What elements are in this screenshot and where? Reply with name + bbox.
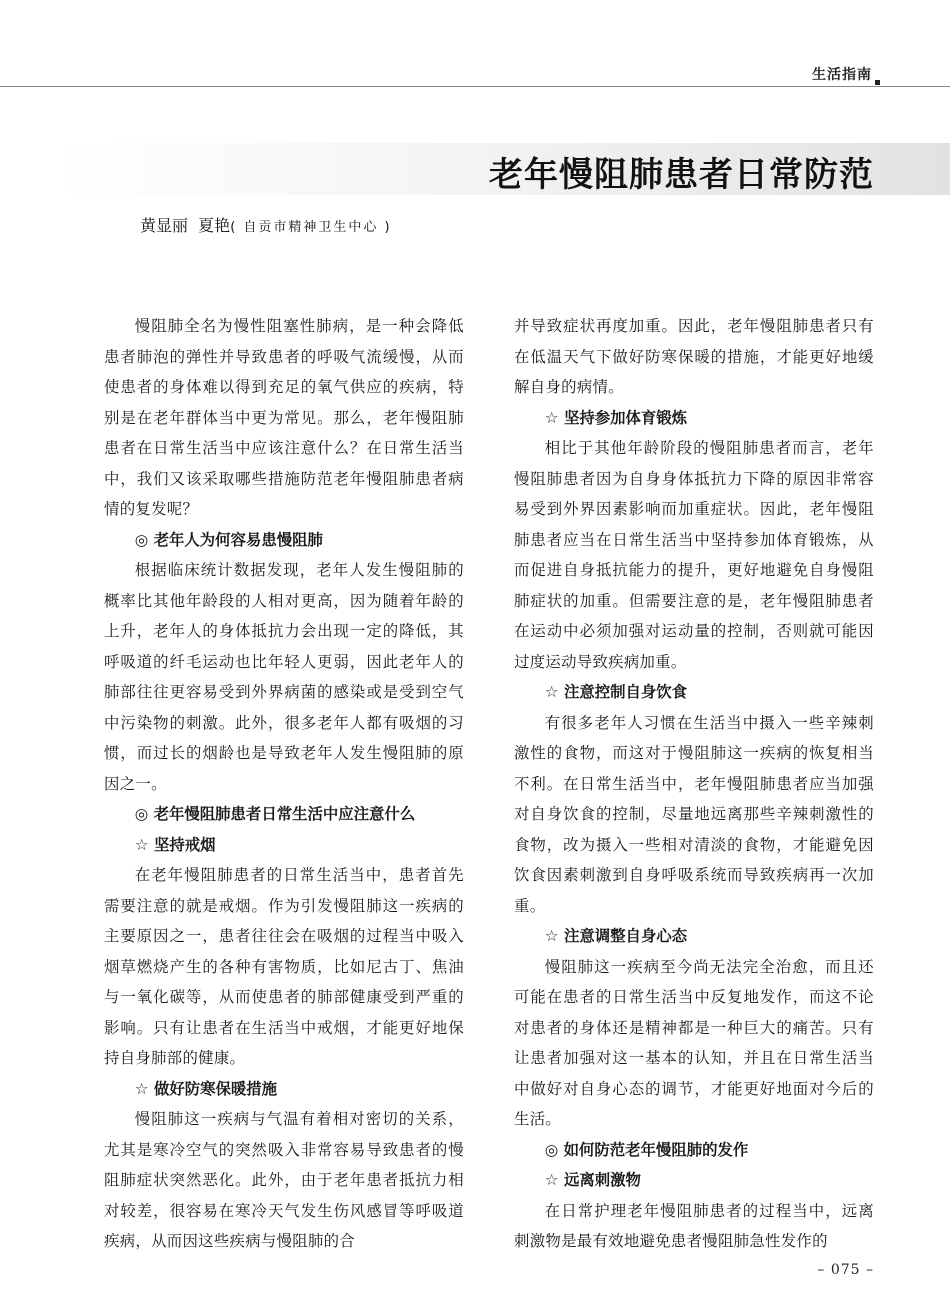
section-label: 生活指南: [812, 67, 872, 83]
subsection-heading: ☆ 注意控制自身饮食: [544, 683, 688, 701]
header-rule: [0, 86, 950, 87]
paragraph: 根据临床统计数据发现，老年人发生慢阻肺的概率比其他年龄段的人相对更高，因为随着年龄的上升，老年人的身体抵抗力会出现一定的降低，其呼吸道的纤毛运动也比年轻人更弱，因此老年人的肺部往往更容易受到外界病菌的感染或是受到空气中污染物的刺激。此外，很多老年人都有吸烟的习惯，而过长的烟龄也是导致老年人发生慢阻肺的原因之一。: [104, 561, 464, 793]
section-heading: ◎ 如何防范老年慢阻肺的发作: [544, 1140, 749, 1159]
section-heading: ◎ 老年慢阻肺患者日常生活中应注意什么: [134, 805, 416, 823]
paragraph: 慢阻肺这一疾病与气温有着相对密切的关系，尤其是寒冷空气的突然吸入非常容易导致患者的慢阻肺症状突然恶化。此外，由于老年患者抵抗力相对较差，很容易在寒冷天气发生伤风感冒等呼吸道疾病，从而因这些疾病与慢阻肺的合: [104, 1110, 464, 1250]
section-heading: ◎ 老年人为何容易患慢阻肺: [134, 530, 323, 549]
page-number: – 075 –: [817, 1262, 874, 1278]
left-column: [104, 311, 464, 1257]
paragraph: 慢阻肺全名为慢性阻塞性肺病，是一种会降低患者肺泡的弹性并导致患者的呼吸气流缓慢，从而使患者的身体难以得到充足的氧气供应的疾病，特别是在老年群体当中更为常见。那么，老年慢阻肺患者在日常生活当中应该注意什么？在日常生活当中，我们又该采取哪些措施防范老年慢阻肺患者病情的复发呢？: [104, 317, 464, 518]
paragraph: 并导致症状再度加重。因此，老年慢阻肺患者只有在低温天气下做好防寒保暖的措施，才能更好地缓解自身的病情。: [514, 317, 874, 396]
authors: 黄显丽 夏艳: [140, 216, 231, 235]
right-column: [514, 311, 874, 1257]
subsection-heading: ☆ 坚持参加体育锻炼: [544, 408, 688, 427]
paragraph: 相比于其他年龄阶段的慢阻肺患者而言，老年慢阻肺患者因为自身身体抵抗力下降的原因非常容易受到外界因素影响而加重症状。因此，老年慢阻肺患者应当在日常生活当中坚持参加体育锻炼，从而促进自身抵抗能力的提升，更好地避免自身慢阻肺症状的加重。但需要注意的是，老年慢阻肺患者在运动中必须加强对运动量的控制，否则就可能因过度运动导致疾病加重。: [514, 439, 874, 671]
header-marker: [875, 80, 880, 85]
subsection-heading: ☆ 坚持戒烟: [134, 835, 216, 854]
article-title: 老年慢阻肺患者日常防范: [489, 155, 874, 195]
subsection-heading: ☆ 注意调整自身心态: [544, 927, 688, 945]
paragraph: 有很多老年人习惯在生活当中摄入一些辛辣刺激性的食物，而这对于慢阻肺这一疾病的恢复相当不利。在日常生活当中，老年慢阻肺患者应当加强对自身饮食的控制，尽量地远离那些辛辣刺激性的食物，改为摄入一些相对清淡的食物，才能避免因饮食因素刺激到自身呼吸系统而导致疾病再一次加重。: [514, 713, 874, 915]
paragraph: 慢阻肺这一疾病至今尚无法完全治愈，而且还可能在患者的日常生活当中反复地发作，而这不论对患者的身体还是精神都是一种巨大的痛苦。只有让患者加强对这一基本的认知，并且在日常生活当中做好对自身心态的调节，才能更好地面对今后的生活。: [514, 957, 874, 1128]
affiliation: ( 自贡市精神卫生中心 ): [230, 220, 392, 235]
subsection-heading: ☆ 远离刺激物: [544, 1171, 641, 1189]
byline: [140, 213, 392, 236]
paragraph: 在老年慢阻肺患者的日常生活当中，患者首先需要注意的就是戒烟。作为引发慢阻肺这一疾病的主要原因之一，患者往往会在吸烟的过程当中吸入烟草燃烧产生的各种有害物质，比如尼古丁、焦油与一氧化碳等，从而使患者的肺部健康受到严重的影响。只有让患者在生活当中戒烟，才能更好地保持自身肺部的健康。: [104, 866, 464, 1067]
paragraph: 在日常护理老年慢阻肺患者的过程当中，远离刺激物是最有效地避免患者慢阻肺急性发作的: [514, 1201, 874, 1250]
subsection-heading: ☆ 做好防寒保暖措施: [134, 1079, 278, 1098]
